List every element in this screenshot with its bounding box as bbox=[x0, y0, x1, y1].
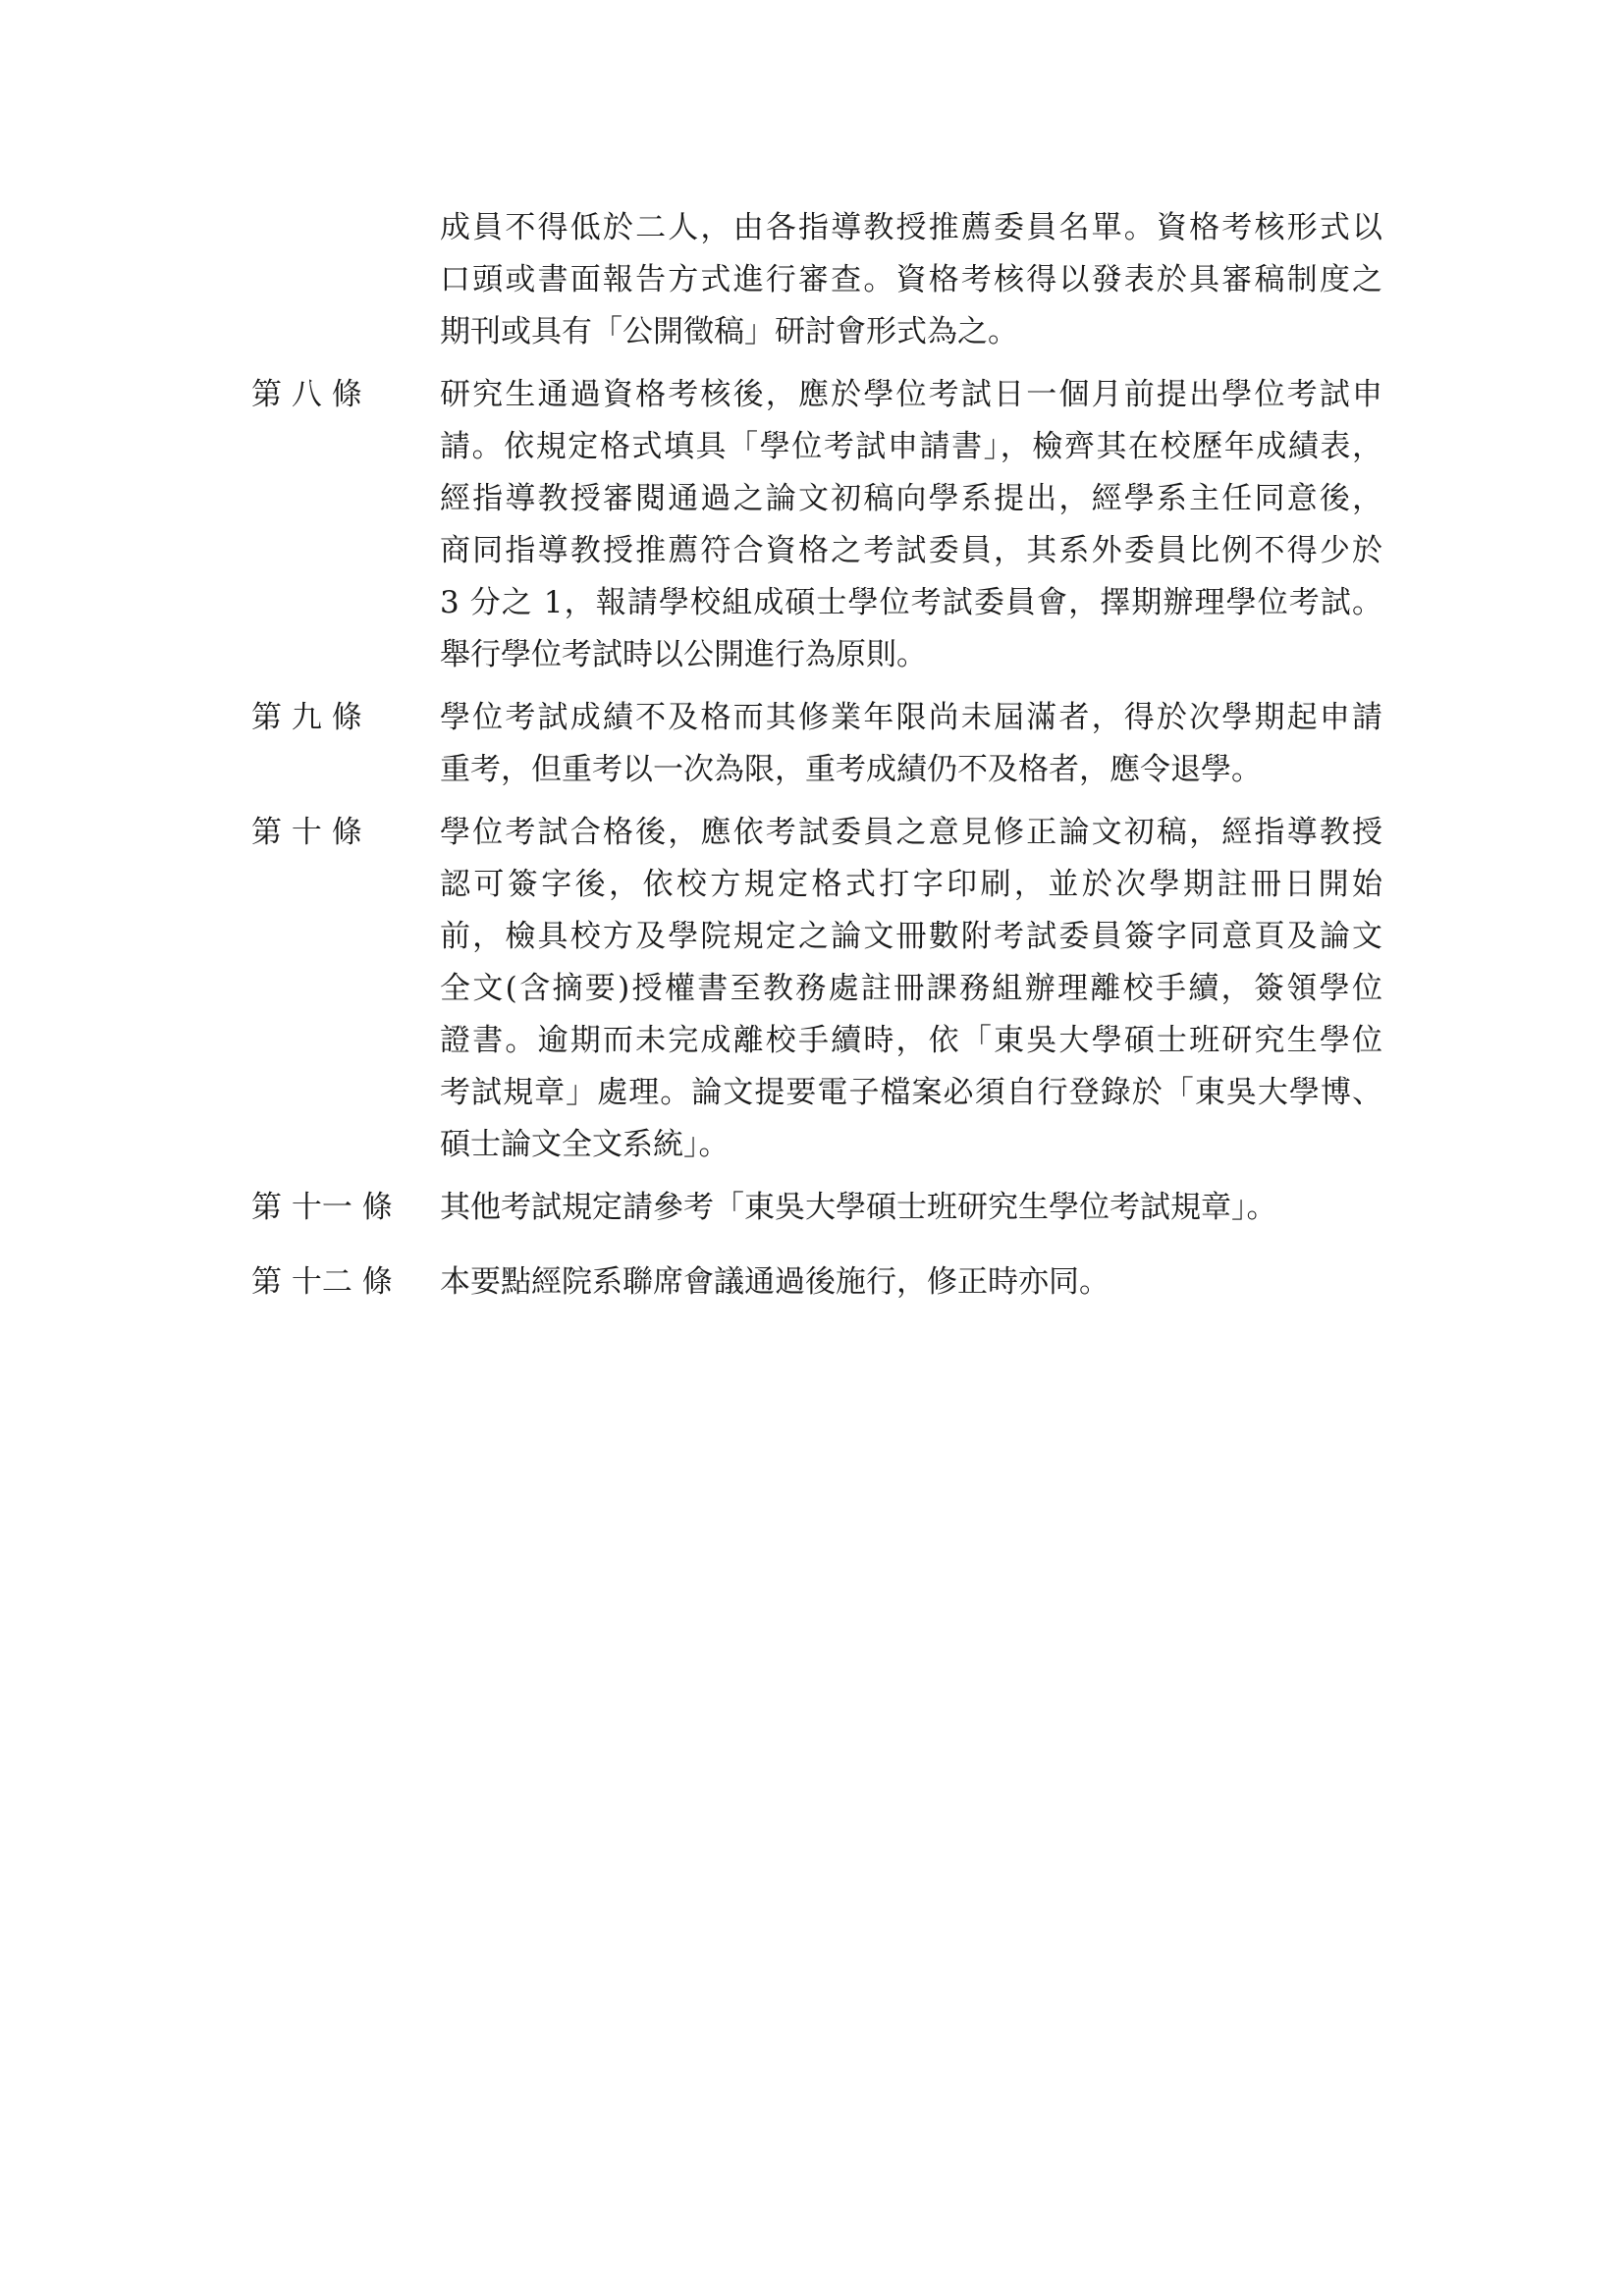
text-line: 學位考試成績不及格而其修業年限尚未屆滿者，得於次學期起申請 bbox=[440, 700, 1382, 735]
text-line: 研究生通過資格考核後，應於學位考試日一個月前提出學位考試申 bbox=[440, 377, 1382, 412]
article-body bbox=[440, 1256, 1382, 1308]
text-line: 舉行學位考試時以公開進行為原則。 bbox=[440, 637, 927, 672]
text-line: 本要點經院系聯席會議通過後施行，修正時亦同。 bbox=[440, 1264, 1110, 1300]
text-line: 成員不得低於二人，由各指導教授推薦委員名單。資格考核形式以 bbox=[440, 210, 1382, 245]
article-body bbox=[440, 807, 1382, 1171]
article-body bbox=[440, 369, 1382, 681]
article-label: 第 十一 條 bbox=[251, 1190, 393, 1225]
article-label: 第 十 條 bbox=[251, 815, 362, 850]
text-line: 期刊或具有「公開徵稿」研討會形式為之。 bbox=[440, 314, 1018, 349]
article-body bbox=[440, 692, 1382, 796]
text-line: 3 分之 1，報請學校組成碩士學位考試委員會，擇期辦理學位考試。 bbox=[440, 585, 1382, 620]
text-line: 經指導教授審閱通過之論文初稿向學系提出，經學系主任同意後， bbox=[440, 481, 1382, 516]
article-body bbox=[440, 1182, 1382, 1234]
text-line: 其他考試規定請參考「東吳大學碩士班研究生學位考試規章」。 bbox=[440, 1190, 1277, 1225]
text-line: 請。依規定格式填具「學位考試申請書」，檢齊其在校歷年成績表， bbox=[440, 429, 1382, 464]
text-line: 學位考試合格後，應依考試委員之意見修正論文初稿，經指導教授 bbox=[440, 815, 1382, 850]
text-line: 證書。逾期而未完成離校手續時，依「東吳大學碩士班研究生學位 bbox=[440, 1023, 1382, 1058]
text-line: 考試規章」處理。論文提要電子檔案必須自行登錄於「東吳大學博、 bbox=[440, 1075, 1382, 1110]
article-label: 第 八 條 bbox=[251, 377, 362, 412]
text-line: 重考，但重考以一次為限，重考成績仍不及格者，應令退學。 bbox=[440, 752, 1262, 787]
text-line: 全文(含摘要)授權書至教務處註冊課務組辦理離校手續，簽領學位 bbox=[440, 971, 1382, 1006]
text-line: 碩士論文全文系統」。 bbox=[440, 1127, 730, 1162]
article-label: 第 九 條 bbox=[251, 700, 362, 735]
text-line: 商同指導教授推薦符合資格之考試委員，其系外委員比例不得少於 bbox=[440, 533, 1382, 568]
text-line: 認可簽字後，依校方規定格式打字印刷，並於次學期註冊日開始 bbox=[440, 867, 1382, 902]
article-label: 第 十二 條 bbox=[251, 1264, 393, 1300]
text-line: 前，檢具校方及學院規定之論文冊數附考試委員簽字同意頁及論文 bbox=[440, 919, 1382, 954]
article-body bbox=[440, 202, 1382, 358]
text-line: 口頭或書面報告方式進行審查。資格考核得以發表於具審稿制度之 bbox=[440, 262, 1382, 297]
